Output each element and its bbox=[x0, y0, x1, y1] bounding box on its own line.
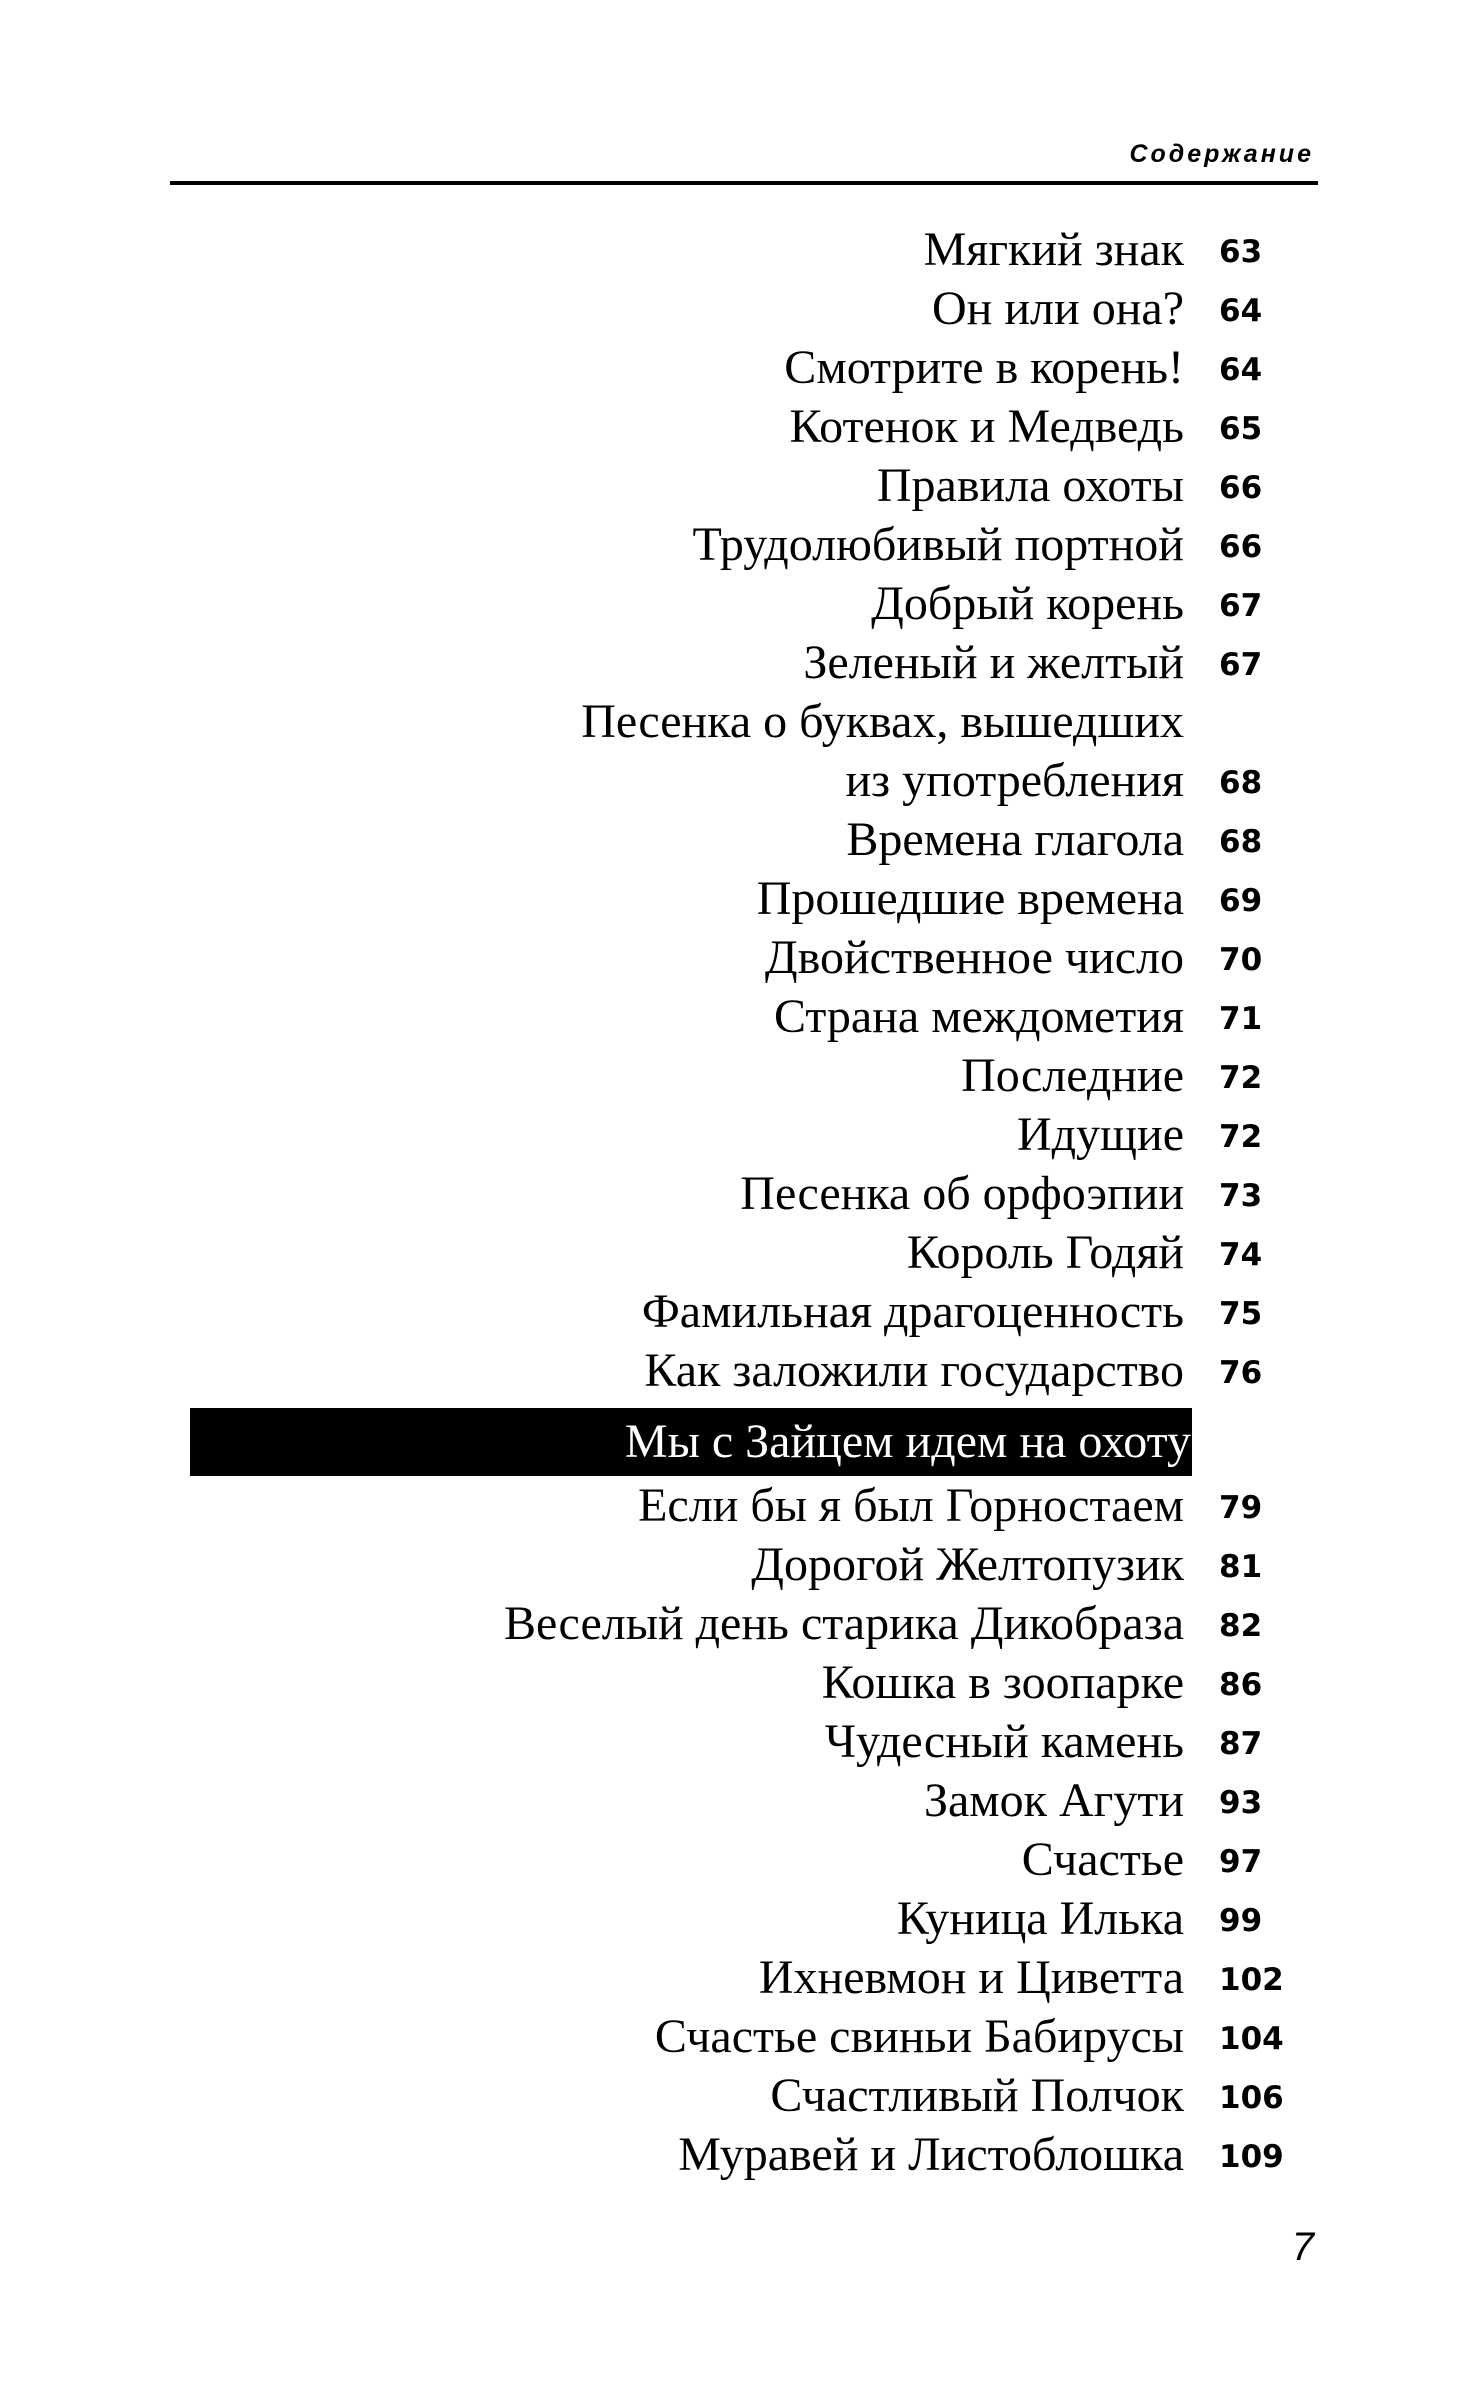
toc-entry-title: Счастливый Полчок bbox=[770, 2069, 1184, 2122]
toc-entry bbox=[0, 338, 1479, 396]
toc-entry-title: Песенка о буквах, вышедших bbox=[581, 695, 1184, 748]
toc-entry bbox=[0, 1830, 1479, 1888]
toc-entry-title: Зеленый и желтый bbox=[803, 636, 1184, 689]
toc-entry bbox=[0, 751, 1479, 809]
toc-entry-title: Песенка об орфоэпии bbox=[740, 1167, 1184, 1220]
toc-entry-title: Счастье свиньи Бабирусы bbox=[654, 2010, 1184, 2063]
toc-entry-title: Он или она? bbox=[932, 282, 1184, 335]
toc-entry-page: 73 bbox=[1219, 1178, 1263, 1214]
toc-entry-page: 64 bbox=[1219, 293, 1263, 329]
toc-entry-page: 68 bbox=[1219, 824, 1263, 860]
toc-entry-title: Прошедшие времена bbox=[756, 872, 1184, 925]
toc-entry-title: Замок Агути bbox=[923, 1774, 1184, 1827]
toc-entry-page: 109 bbox=[1219, 2139, 1284, 2175]
toc-entry-title: Куница Илька bbox=[896, 1892, 1184, 1945]
toc-entry bbox=[0, 1771, 1479, 1829]
toc-entry bbox=[0, 928, 1479, 986]
section-heading: Мы с Зайцем идем на охоту bbox=[624, 1415, 1191, 1468]
toc-entry bbox=[0, 1653, 1479, 1711]
toc-entry-title: Кошка в зоопарке bbox=[821, 1656, 1184, 1709]
toc-entry-title: Смотрите в корень! bbox=[784, 341, 1184, 394]
toc-entry-title: Фамильная драгоценность bbox=[641, 1285, 1184, 1338]
toc-entry bbox=[0, 574, 1479, 632]
toc-entry bbox=[0, 515, 1479, 573]
toc-entry-page: 66 bbox=[1219, 470, 1263, 506]
toc-entry bbox=[0, 2125, 1479, 2183]
toc-entry-page: 75 bbox=[1219, 1296, 1263, 1332]
toc-entry bbox=[0, 1712, 1479, 1770]
toc-entry-page: 86 bbox=[1219, 1667, 1263, 1703]
toc-entry-title: Муравей и Листоблошка bbox=[678, 2128, 1184, 2181]
toc-entry bbox=[0, 987, 1479, 1045]
toc-entry-page: 72 bbox=[1219, 1119, 1263, 1155]
toc-entry-title: Ихневмон и Циветта bbox=[758, 1951, 1184, 2004]
toc-entry-page: 67 bbox=[1219, 588, 1263, 624]
toc-entry-page: 106 bbox=[1219, 2080, 1284, 2116]
page-number: 7 bbox=[1291, 2225, 1314, 2269]
toc-entry-title: Дорогой Желтопузик bbox=[751, 1538, 1184, 1591]
toc-entry-title: Как заложили государство bbox=[644, 1344, 1184, 1397]
toc-entry-page: 72 bbox=[1219, 1060, 1263, 1096]
toc-entry bbox=[0, 1476, 1479, 1534]
toc-entry bbox=[0, 633, 1479, 691]
toc-entry-title: Если бы я был Горностаем bbox=[638, 1479, 1184, 1532]
toc-entry bbox=[0, 1282, 1479, 1340]
toc-entry-page: 81 bbox=[1219, 1549, 1263, 1585]
toc-entry bbox=[0, 2066, 1479, 2124]
toc-entry-page: 64 bbox=[1219, 352, 1263, 388]
toc-entry-title: Страна междометия bbox=[773, 990, 1184, 1043]
toc-entry bbox=[0, 1164, 1479, 1222]
toc-entry-title: Котенок и Медведь bbox=[789, 400, 1184, 453]
toc-entry-title: Мягкий знак bbox=[923, 223, 1184, 276]
toc-entry bbox=[0, 1105, 1479, 1163]
toc-entry-page: 63 bbox=[1219, 234, 1263, 270]
toc-entry bbox=[0, 1594, 1479, 1652]
toc-entry bbox=[0, 692, 1479, 750]
toc-entry-page: 93 bbox=[1219, 1785, 1263, 1821]
toc-entry-title: из употребления bbox=[845, 754, 1184, 807]
toc-entry-title: Веселый день старика Дикобраза bbox=[504, 1597, 1184, 1650]
toc-entry-title: Добрый корень bbox=[871, 577, 1184, 630]
toc-entry-page: 97 bbox=[1219, 1844, 1263, 1880]
toc-entry-page: 68 bbox=[1219, 765, 1263, 801]
toc-entry-page: 66 bbox=[1219, 529, 1263, 565]
toc-entry-title: Счастье bbox=[1021, 1833, 1184, 1886]
toc-entry-page: 76 bbox=[1219, 1355, 1263, 1391]
toc-entry-title: Последние bbox=[961, 1049, 1184, 1102]
toc-entry-title: Двойственное число bbox=[764, 931, 1184, 984]
toc-entry-page: 70 bbox=[1219, 942, 1263, 978]
toc-entry-title: Король Годяй bbox=[906, 1226, 1184, 1279]
toc-entry bbox=[0, 1046, 1479, 1104]
toc-entry-page: 65 bbox=[1219, 411, 1263, 447]
toc-entry bbox=[0, 397, 1479, 455]
toc-entry-title: Правила охоты bbox=[876, 459, 1184, 512]
toc-entry-title: Идущие bbox=[1016, 1108, 1184, 1161]
toc-entry bbox=[0, 1223, 1479, 1281]
toc-entry-page: 102 bbox=[1219, 1962, 1284, 1998]
toc-entry bbox=[0, 279, 1479, 337]
toc-entry bbox=[0, 220, 1479, 278]
toc-entry bbox=[0, 456, 1479, 514]
toc-entry-page: 87 bbox=[1219, 1726, 1263, 1762]
toc-entry-page: 99 bbox=[1219, 1903, 1263, 1939]
toc-entry bbox=[0, 1889, 1479, 1947]
toc-entry-page: 71 bbox=[1219, 1001, 1263, 1037]
toc-entry-title: Чудесный камень bbox=[824, 1715, 1184, 1768]
toc-entry-title: Трудолюбивый портной bbox=[692, 518, 1184, 571]
toc-entry-page: 79 bbox=[1219, 1490, 1263, 1526]
toc-entry-page: 67 bbox=[1219, 647, 1263, 683]
toc-entry bbox=[0, 1535, 1479, 1593]
toc-entry bbox=[0, 2007, 1479, 2065]
running-head: Содержание bbox=[1129, 140, 1314, 168]
toc-entry-title: Времена глагола bbox=[846, 813, 1184, 866]
toc-entry bbox=[0, 810, 1479, 868]
toc-entry bbox=[0, 1341, 1479, 1399]
toc-entry bbox=[0, 1948, 1479, 2006]
toc-entry-page: 74 bbox=[1219, 1237, 1263, 1273]
toc-entry-page: 69 bbox=[1219, 883, 1263, 919]
toc-entry bbox=[0, 869, 1479, 927]
toc-entry-page: 104 bbox=[1219, 2021, 1284, 2057]
toc-entry-page: 82 bbox=[1219, 1608, 1263, 1644]
